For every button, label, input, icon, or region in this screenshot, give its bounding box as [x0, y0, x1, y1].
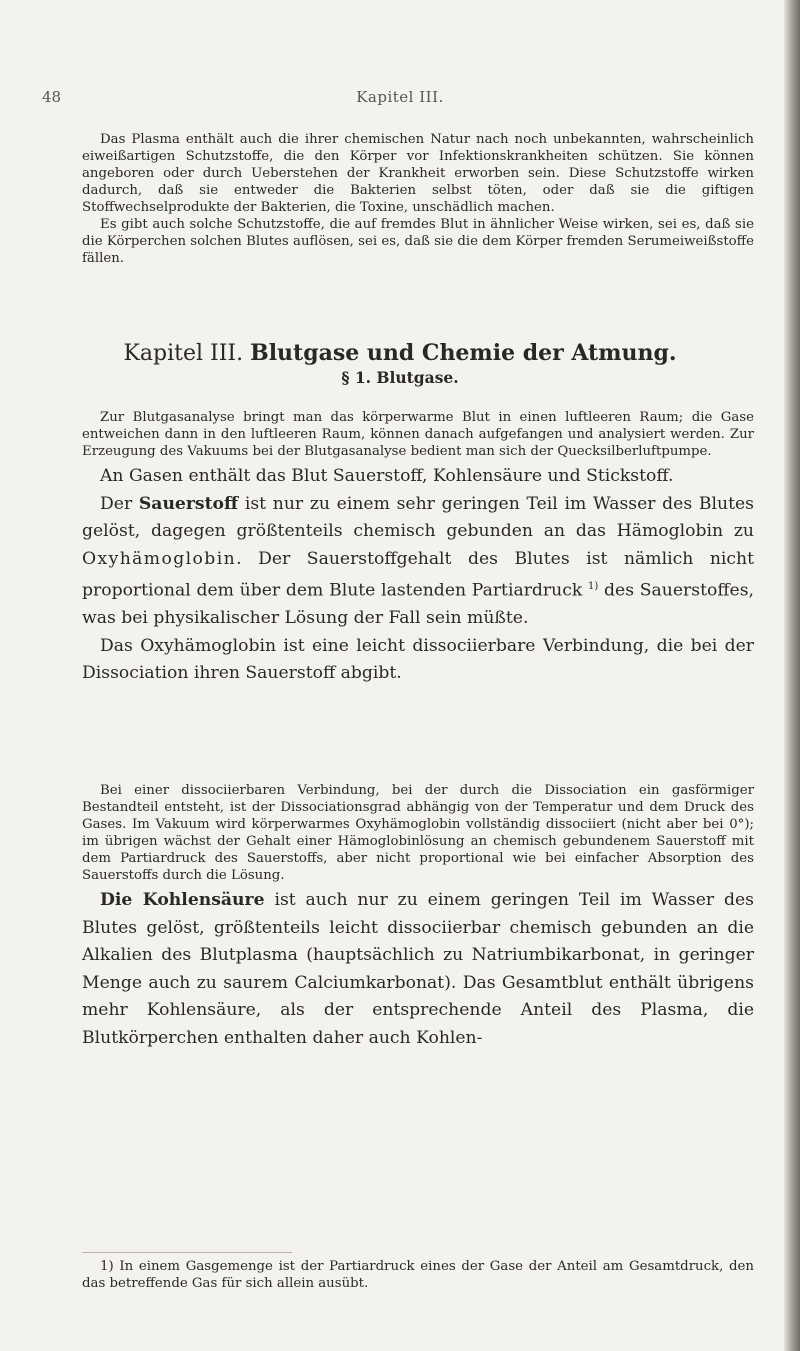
page-number: 48 [42, 88, 62, 106]
page-edge-shadow [784, 0, 800, 1351]
kohlensaeure-term: Die Kohlensäure [100, 890, 265, 910]
chapter-label: Kapitel III. [123, 341, 244, 366]
kohlensaeure-paragraph-block [82, 887, 754, 1052]
intro-paragraph-2: Es gibt auch solche Schutzstoffe, die auf fremdes Blut in ähnlicher Weise wirken, sei es, daß sie die Körperchen solchen Blutes auflösen, sei es, daß sie die dem Körper fremden Serumeiweißstoffe fällen. [82, 217, 754, 266]
intro-text [82, 131, 754, 267]
footnote-text [82, 1258, 754, 1292]
dissociation-paragraph-block [82, 782, 754, 884]
footnote-reference: 1) [588, 581, 599, 592]
sauerstoff-post: des Sauerstoffes, was bei physikalischer Lösung der Fall sein müßte. [82, 580, 754, 629]
analyse-paragraph: Zur Blutgasanalyse bringt man das körperwarme Blut in einen luftleeren Raum; die Gase entweichen dann in den luftleeren Raum, können danach aufgefangen und analysiert werden. Zur Erzeugung des Vakuums bei der Blutgasanalyse bedient man sich der Quecksilberluftpumpe. [82, 410, 754, 459]
page-header [0, 88, 800, 112]
sauerstoff-mid2: . Der Sauerstoffgehalt des Blutes ist nämlich nicht proportional dem über dem Blute lastenden Partiardruck [82, 548, 754, 601]
kohlensaeure-paragraph [82, 887, 754, 1052]
sauerstoff-mid1: ist nur zu einem sehr geringen Teil im Wasser des Blutes gelöst, dagegen größtenteils chemisch gebunden an das Hämoglobin zu [82, 493, 754, 541]
sauerstoff-pre: Der [100, 493, 139, 514]
oxyhaemoglobin-paragraph: Das Oxyhämoglobin ist eine leicht dissociierbare Verbindung, die bei der Dissociation ihren Sauerstoff abgibt. [82, 635, 754, 684]
intro-paragraph-1: Das Plasma enthält auch die ihrer chemischen Natur nach noch unbekannten, wahrscheinlich eiweißartigen Schutzstoffe, die den Körper vor Infektionskrankheiten schützen. Sie können angeboren oder durch Ueberstehen der Krankheit erworben sein. Diese Schutzstoffe wirken dadurch, daß sie entweder die Bakterien selbst töten, oder daß sie die giftigen Stoffwechselprodukte der Bakterien, die Toxine, unschädlich machen. [82, 132, 754, 215]
footnote-body: In einem Gasgemenge ist der Partiardruck eines der Gase der Anteil am Gesamtdruck, den das betreffende Gas für sich allein ausübt. [82, 1259, 754, 1291]
sauerstoff-paragraph [82, 491, 754, 633]
main-text-block [82, 463, 754, 688]
running-head: Kapitel III. [356, 88, 444, 106]
footnote [82, 1258, 754, 1292]
oxyhaemoglobin-term: Oxyhämoglobin [82, 548, 237, 569]
gases-paragraph: An Gasen enthält das Blut Sauerstoff, Kohlensäure und Stickstoff. [100, 466, 674, 486]
dissociation-paragraph: Bei einer dissociierbaren Verbindung, bei der durch die Dissociation ein gasförmiger Bestandteil entsteht, ist der Dissociationsgrad abhängig von der Temperatur und dem Druck des Gases. Im Vakuum wird körperwarmes Oxyhämoglobin vollständig dissociiert (nicht aber bei 0°); im übrigen wächst der Gehalt einer Hämoglobinlösung an chemisch gebundenem Sauerstoff mit dem Partiardruck des Sauerstoffs, aber nicht proportional wie bei einfacher Absorption des Sauerstoffs durch die Lösung. [82, 783, 754, 883]
footnote-rule [82, 1252, 292, 1253]
sauerstoff-term: Sauerstoff [138, 493, 239, 514]
chapter-heading [0, 340, 800, 366]
footnote-mark: 1) [100, 1259, 114, 1274]
kohlensaeure-rest: ist auch nur zu einem geringen Teil im Wasser des Blutes gelöst, größtenteils leicht dissociierbar chemisch gebunden an die Alkalien des Blutplasma (hauptsächlich zu Natriumbikarbonat, in geringer Menge auch zu saurem Calciumkarbonat). Das Gesamtblut enthält übrigens mehr Kohlensäure, als der entsprechende Anteil des Plasma, die Blutkörperchen enthalten daher auch Kohlen- [82, 890, 754, 1048]
chapter-title: Blutgase und Chemie der Atmung. [250, 340, 677, 366]
section-heading: § 1. Blutgase. [341, 368, 459, 387]
analyse-paragraph-block [82, 409, 754, 460]
